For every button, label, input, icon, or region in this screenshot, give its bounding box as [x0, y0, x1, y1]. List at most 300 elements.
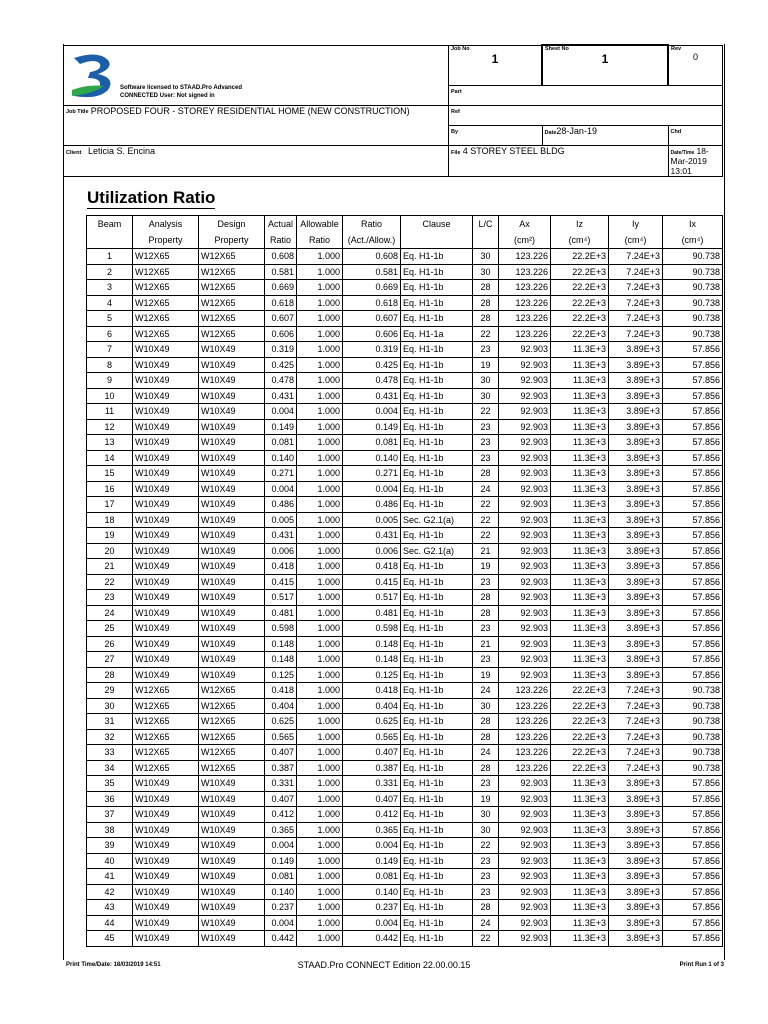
column-header: Clause: [401, 216, 473, 233]
table-cell: 23: [473, 342, 499, 358]
table-cell: 0.407: [343, 745, 401, 761]
ref-label: Ref: [451, 108, 460, 115]
table-cell: 123.226: [499, 326, 551, 342]
table-cell: W12X65: [133, 714, 199, 730]
table-cell: 7.24E+3: [609, 280, 663, 296]
table-cell: 57.856: [663, 559, 723, 575]
table-cell: Eq. H1-1b: [401, 388, 473, 404]
table-cell: Eq. H1-1b: [401, 528, 473, 544]
table-cell: 92.903: [499, 667, 551, 683]
table-cell: 11.3E+3: [551, 621, 609, 637]
table-cell: 57.856: [663, 776, 723, 792]
table-cell: 11.3E+3: [551, 466, 609, 482]
table-cell: 0.148: [343, 636, 401, 652]
table-cell: 7.24E+3: [609, 729, 663, 745]
table-cell: Eq. H1-1b: [401, 466, 473, 482]
table-cell: W10X49: [199, 667, 265, 683]
table-cell: Eq. H1-1b: [401, 450, 473, 466]
table-cell: 92.903: [499, 388, 551, 404]
table-cell: 7.24E+3: [609, 698, 663, 714]
table-cell: 0.431: [343, 388, 401, 404]
table-cell: 0.149: [343, 419, 401, 435]
table-row: [87, 652, 723, 668]
table-cell: 0.148: [265, 652, 297, 668]
table-cell: 7: [87, 342, 133, 358]
table-cell: 1.000: [297, 714, 343, 730]
table-cell: 1.000: [297, 791, 343, 807]
table-cell: Eq. H1-1b: [401, 605, 473, 621]
table-cell: 1.000: [297, 512, 343, 528]
table-cell: 123.226: [499, 249, 551, 265]
table-row: [87, 900, 723, 916]
table-cell: W10X49: [199, 388, 265, 404]
table-cell: W10X49: [199, 512, 265, 528]
table-cell: 22: [87, 574, 133, 590]
table-cell: Eq. H1-1b: [401, 760, 473, 776]
column-subheader: Ratio: [297, 232, 343, 249]
table-cell: 11.3E+3: [551, 807, 609, 823]
table-cell: 0.081: [265, 435, 297, 451]
table-cell: 3.89E+3: [609, 791, 663, 807]
table-cell: 92.903: [499, 605, 551, 621]
table-cell: 92.903: [499, 373, 551, 389]
table-cell: 1.000: [297, 884, 343, 900]
table-cell: 9: [87, 373, 133, 389]
table-cell: 0.442: [343, 931, 401, 947]
table-cell: 90.738: [663, 745, 723, 761]
table-row: [87, 915, 723, 931]
file-cell: [449, 145, 669, 176]
table-cell: 27: [87, 652, 133, 668]
table-cell: 6: [87, 326, 133, 342]
table-cell: W10X49: [133, 450, 199, 466]
column-subheader: (cm²): [499, 232, 551, 249]
table-cell: 1.000: [297, 745, 343, 761]
table-cell: 3.89E+3: [609, 822, 663, 838]
table-cell: 123.226: [499, 729, 551, 745]
table-cell: 0.565: [265, 729, 297, 745]
table-cell: 28: [473, 714, 499, 730]
table-cell: 28: [473, 900, 499, 916]
table-cell: 57.856: [663, 435, 723, 451]
table-cell: 28: [87, 667, 133, 683]
column-subheader: (Act./Allow.): [343, 232, 401, 249]
table-cell: 123.226: [499, 295, 551, 311]
table-cell: 3.89E+3: [609, 884, 663, 900]
table-cell: 0.418: [343, 683, 401, 699]
table-cell: 11.3E+3: [551, 528, 609, 544]
job-title: PROPOSED FOUR - STOREY RESIDENTIAL HOME (NEW CONSTRUCTION): [90, 105, 410, 116]
header-row-2: [87, 232, 723, 249]
table-cell: W12X65: [133, 698, 199, 714]
table-cell: Eq. H1-1b: [401, 807, 473, 823]
table-cell: 57.856: [663, 497, 723, 513]
table-cell: 11.3E+3: [551, 931, 609, 947]
part-cell: [449, 85, 723, 105]
table-cell: Eq. H1-1b: [401, 714, 473, 730]
table-cell: 30: [473, 698, 499, 714]
column-header: Iz: [551, 216, 609, 233]
table-cell: 18: [87, 512, 133, 528]
by-cell: [449, 125, 543, 145]
table-cell: 13: [87, 435, 133, 451]
table-cell: 1.000: [297, 295, 343, 311]
column-subheader: Property: [199, 232, 265, 249]
table-cell: Eq. H1-1b: [401, 280, 473, 296]
by-label: By: [451, 128, 459, 135]
table-cell: 0.148: [343, 652, 401, 668]
table-cell: W10X49: [133, 404, 199, 420]
table-cell: 1.000: [297, 311, 343, 327]
table-cell: 0.412: [265, 807, 297, 823]
table-cell: W12X65: [133, 326, 199, 342]
table-cell: 7.24E+3: [609, 745, 663, 761]
table-cell: 0.004: [265, 915, 297, 931]
table-cell: 0.271: [265, 466, 297, 482]
table-cell: 0.140: [343, 884, 401, 900]
table-cell: 11.3E+3: [551, 450, 609, 466]
table-cell: W10X49: [133, 528, 199, 544]
table-cell: 3.89E+3: [609, 838, 663, 854]
table-cell: 21: [473, 543, 499, 559]
table-cell: Eq. H1-1b: [401, 264, 473, 280]
table-cell: 19: [473, 357, 499, 373]
table-cell: 1.000: [297, 528, 343, 544]
datetime-cell: [668, 145, 723, 176]
table-cell: 1.000: [297, 497, 343, 513]
table-cell: 1.000: [297, 621, 343, 637]
table-cell: 22.2E+3: [551, 698, 609, 714]
table-cell: 92.903: [499, 853, 551, 869]
table-cell: Eq. H1-1b: [401, 295, 473, 311]
table-row: [87, 714, 723, 730]
table-cell: 41: [87, 869, 133, 885]
table-cell: 0.607: [265, 311, 297, 327]
table-cell: 21: [87, 559, 133, 575]
table-row: [87, 729, 723, 745]
license-text: [120, 84, 242, 100]
table-cell: 25: [87, 621, 133, 637]
part-label: Part: [451, 88, 462, 95]
table-cell: W10X49: [133, 621, 199, 637]
table-cell: 1.000: [297, 373, 343, 389]
table-row: [87, 264, 723, 280]
table-cell: 7.24E+3: [609, 683, 663, 699]
chd-label: Chd: [670, 128, 682, 135]
table-cell: 11.3E+3: [551, 512, 609, 528]
table-cell: 3.89E+3: [609, 636, 663, 652]
table-cell: 0.149: [265, 419, 297, 435]
table-cell: 57.856: [663, 652, 723, 668]
table-cell: 0.005: [265, 512, 297, 528]
table-cell: 92.903: [499, 900, 551, 916]
column-subheader: (cm⁴): [609, 232, 663, 249]
table-cell: 1.000: [297, 869, 343, 885]
table-cell: 57.856: [663, 853, 723, 869]
table-cell: 0.669: [265, 280, 297, 296]
table-cell: W10X49: [199, 404, 265, 420]
table-cell: W12X65: [133, 311, 199, 327]
table-cell: 0.607: [343, 311, 401, 327]
table-row: [87, 528, 723, 544]
table-cell: 90.738: [663, 264, 723, 280]
table-cell: 0.140: [265, 450, 297, 466]
column-subheader: [401, 232, 473, 249]
table-cell: 0.005: [343, 512, 401, 528]
table-cell: 92.903: [499, 652, 551, 668]
table-cell: 17: [87, 497, 133, 513]
column-header: Allowable: [297, 216, 343, 233]
table-cell: 43: [87, 900, 133, 916]
table-cell: Eq. H1-1b: [401, 931, 473, 947]
table-row: [87, 559, 723, 575]
table-cell: 90.738: [663, 326, 723, 342]
table-cell: 92.903: [499, 915, 551, 931]
table-cell: 22.2E+3: [551, 745, 609, 761]
table-cell: 22.2E+3: [551, 280, 609, 296]
table-cell: 35: [87, 776, 133, 792]
table-row: [87, 822, 723, 838]
table-cell: W10X49: [199, 869, 265, 885]
table-cell: 1.000: [297, 838, 343, 854]
table-cell: 0.404: [343, 698, 401, 714]
table-cell: W10X49: [199, 590, 265, 606]
table-cell: 0.004: [343, 481, 401, 497]
table-cell: 1.000: [297, 915, 343, 931]
table-cell: 57.856: [663, 590, 723, 606]
column-header: Ix: [663, 216, 723, 233]
table-cell: W10X49: [133, 853, 199, 869]
table-cell: Eq. H1-1b: [401, 419, 473, 435]
table-cell: 0.149: [265, 853, 297, 869]
table-row: [87, 590, 723, 606]
table-cell: 30: [473, 807, 499, 823]
table-cell: 11.3E+3: [551, 357, 609, 373]
table-cell: W10X49: [133, 838, 199, 854]
table-cell: 57.856: [663, 373, 723, 389]
column-header: Beam: [87, 216, 133, 233]
table-cell: W10X49: [199, 528, 265, 544]
table-cell: 11.3E+3: [551, 776, 609, 792]
table-row: [87, 807, 723, 823]
table-cell: 1.000: [297, 481, 343, 497]
table-cell: 90.738: [663, 311, 723, 327]
table-cell: Eq. H1-1b: [401, 574, 473, 590]
table-cell: W12X65: [133, 280, 199, 296]
table-cell: W10X49: [133, 574, 199, 590]
table-cell: 1.000: [297, 388, 343, 404]
column-header: Analysis: [133, 216, 199, 233]
column-subheader: [87, 232, 133, 249]
table-cell: 16: [87, 481, 133, 497]
table-cell: 0.425: [343, 357, 401, 373]
table-cell: 23: [473, 574, 499, 590]
table-cell: 57.856: [663, 900, 723, 916]
table-cell: 0.481: [265, 605, 297, 621]
table-cell: 57.856: [663, 528, 723, 544]
table-cell: 0.004: [265, 838, 297, 854]
table-cell: 11.3E+3: [551, 481, 609, 497]
table-cell: W10X49: [199, 605, 265, 621]
table-cell: W12X65: [199, 311, 265, 327]
table-cell: 22: [473, 404, 499, 420]
table-cell: 32: [87, 729, 133, 745]
table-cell: 1.000: [297, 605, 343, 621]
table-cell: 3.89E+3: [609, 543, 663, 559]
column-subheader: (cm⁴): [551, 232, 609, 249]
table-cell: 11.3E+3: [551, 667, 609, 683]
table-cell: W10X49: [133, 559, 199, 575]
table-cell: 22.2E+3: [551, 264, 609, 280]
table-cell: 57.856: [663, 543, 723, 559]
header-row-1: [87, 216, 723, 233]
table-cell: 1.000: [297, 822, 343, 838]
table-cell: Eq. H1-1b: [401, 776, 473, 792]
table-row: [87, 745, 723, 761]
table-cell: 29: [87, 683, 133, 699]
table-cell: 92.903: [499, 543, 551, 559]
table-row: [87, 869, 723, 885]
table-cell: 30: [473, 822, 499, 838]
table-cell: 11.3E+3: [551, 559, 609, 575]
table-cell: 90.738: [663, 729, 723, 745]
table-cell: W10X49: [199, 652, 265, 668]
table-cell: W10X49: [133, 776, 199, 792]
table-cell: 123.226: [499, 311, 551, 327]
table-row: [87, 931, 723, 947]
table-cell: W10X49: [199, 807, 265, 823]
table-cell: W12X65: [199, 249, 265, 265]
table-cell: W10X49: [133, 497, 199, 513]
table-cell: 23: [473, 652, 499, 668]
table-cell: 22: [473, 512, 499, 528]
table-cell: W10X49: [199, 574, 265, 590]
table-cell: 22: [473, 931, 499, 947]
table-cell: W10X49: [199, 466, 265, 482]
table-cell: 1.000: [297, 652, 343, 668]
table-cell: 7.24E+3: [609, 714, 663, 730]
table-cell: 92.903: [499, 559, 551, 575]
table-body: [87, 249, 723, 947]
table-cell: W10X49: [133, 435, 199, 451]
table-cell: 0.004: [265, 481, 297, 497]
table-cell: 1.000: [297, 760, 343, 776]
table-cell: 92.903: [499, 404, 551, 420]
table-cell: 123.226: [499, 714, 551, 730]
table-cell: 0.517: [265, 590, 297, 606]
table-cell: W10X49: [133, 931, 199, 947]
table-cell: W10X49: [133, 419, 199, 435]
table-cell: 0.418: [265, 683, 297, 699]
table-cell: 0.148: [265, 636, 297, 652]
table-cell: 92.903: [499, 869, 551, 885]
table-cell: 3.89E+3: [609, 528, 663, 544]
table-cell: Eq. H1-1b: [401, 435, 473, 451]
table-cell: 0.319: [343, 342, 401, 358]
table-cell: 0.442: [265, 931, 297, 947]
table-cell: 11.3E+3: [551, 652, 609, 668]
table-cell: 28: [473, 760, 499, 776]
edition: STAAD.Pro CONNECT Edition 22.00.00.15: [297, 960, 471, 970]
table-cell: Eq. H1-1b: [401, 853, 473, 869]
table-row: [87, 466, 723, 482]
table-cell: 22.2E+3: [551, 249, 609, 265]
table-cell: 24: [473, 683, 499, 699]
table-row: [87, 497, 723, 513]
table-cell: 0.418: [343, 559, 401, 575]
table-cell: 24: [473, 481, 499, 497]
table-cell: 20: [87, 543, 133, 559]
table-cell: 21: [473, 636, 499, 652]
table-cell: 0.149: [343, 853, 401, 869]
table-cell: 1.000: [297, 280, 343, 296]
table-cell: W10X49: [133, 791, 199, 807]
table-cell: 92.903: [499, 450, 551, 466]
table-cell: 57.856: [663, 838, 723, 854]
table-cell: 57.856: [663, 512, 723, 528]
table-cell: 28: [473, 311, 499, 327]
table-cell: Eq. H1-1b: [401, 698, 473, 714]
sheet-no-cell: [542, 45, 668, 85]
table-cell: 22: [473, 838, 499, 854]
table-cell: 11.3E+3: [551, 435, 609, 451]
job-title-cell: [64, 105, 449, 145]
table-cell: 1.000: [297, 435, 343, 451]
table-cell: 57.856: [663, 342, 723, 358]
table-cell: Sec. G2.1(a): [401, 543, 473, 559]
table-cell: 0.004: [343, 404, 401, 420]
table-cell: 90.738: [663, 295, 723, 311]
table-cell: 92.903: [499, 466, 551, 482]
table-cell: 19: [473, 559, 499, 575]
table-cell: 3.89E+3: [609, 574, 663, 590]
table-row: [87, 512, 723, 528]
table-cell: 3.89E+3: [609, 404, 663, 420]
client-cell: [64, 145, 449, 176]
column-subheader: Property: [133, 232, 199, 249]
table-cell: 1.000: [297, 326, 343, 342]
table-cell: 0.565: [343, 729, 401, 745]
date-cell: [542, 125, 668, 145]
table-cell: 44: [87, 915, 133, 931]
table-cell: 92.903: [499, 636, 551, 652]
table-cell: W12X65: [133, 729, 199, 745]
table-cell: Sec. G2.1(a): [401, 512, 473, 528]
table-cell: 3.89E+3: [609, 450, 663, 466]
table-cell: 3.89E+3: [609, 667, 663, 683]
table-cell: Eq. H1-1b: [401, 590, 473, 606]
table-cell: 0.081: [343, 869, 401, 885]
table-cell: W10X49: [199, 543, 265, 559]
table-cell: 7.24E+3: [609, 249, 663, 265]
table-cell: 10: [87, 388, 133, 404]
table-cell: W10X49: [133, 373, 199, 389]
table-row: [87, 280, 723, 296]
sheet-no-label: Sheet No: [545, 46, 569, 52]
table-cell: Eq. H1-1b: [401, 729, 473, 745]
table-cell: 92.903: [499, 838, 551, 854]
table-cell: 11.3E+3: [551, 373, 609, 389]
table-cell: 28: [473, 280, 499, 296]
table-row: [87, 388, 723, 404]
table-cell: 28: [473, 590, 499, 606]
table-cell: W10X49: [199, 636, 265, 652]
table-cell: Eq. H1-1b: [401, 311, 473, 327]
table-cell: W12X65: [133, 249, 199, 265]
table-cell: 0.598: [265, 621, 297, 637]
table-cell: 28: [473, 729, 499, 745]
table-cell: 11: [87, 404, 133, 420]
